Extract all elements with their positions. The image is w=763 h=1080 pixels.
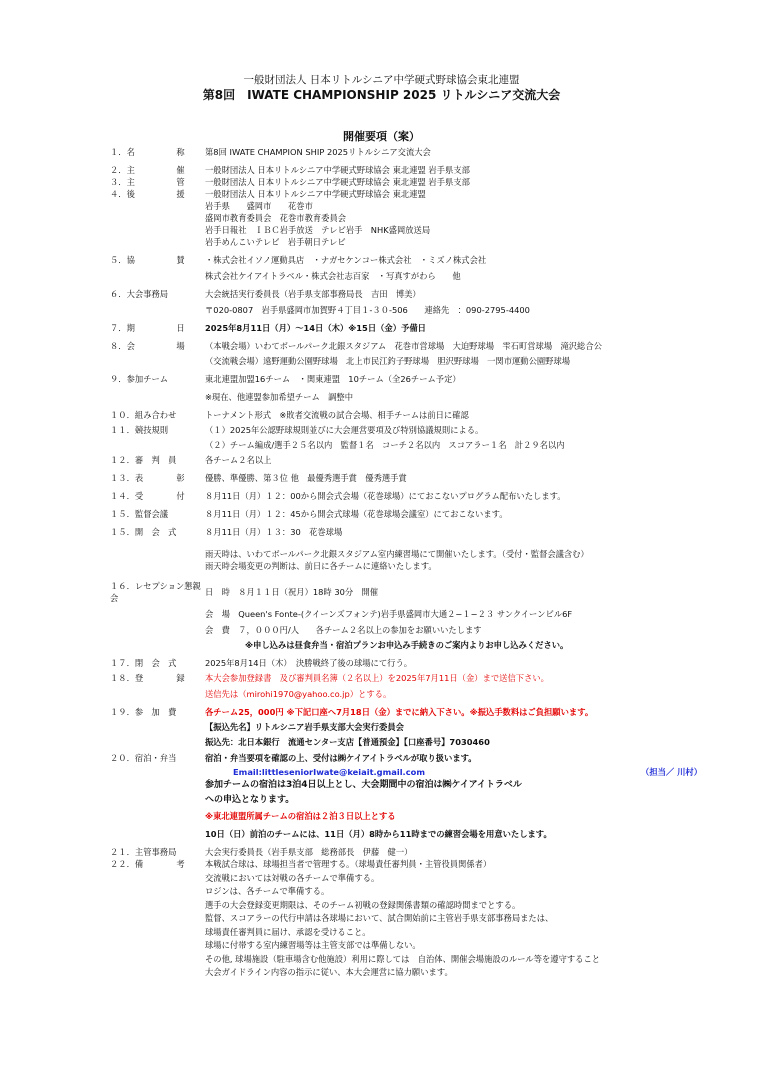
item-line: ・株式会社イソノ運動具店 ・ナガセケンコー株式会社 ・ミズノ株式会社: [205, 255, 487, 265]
item-label: １９．参 加 費: [110, 707, 177, 717]
item-line: 会 費 ７，０００円/人 各チーム２名以上の参加をお願いいたします: [205, 625, 482, 635]
item-label: １８．登 録: [110, 673, 185, 683]
item-line: 一般財団法人 日本リトルシニア中学硬式野球協会 東北連盟 岩手県支部: [205, 177, 470, 187]
item-line: 振込先：北日本銀行 流通センター支店【普通預金】【口座番号】7030460: [205, 737, 490, 747]
item-line: （交流戦会場）遠野運動公園野球場 北上市民江釣子野球場 胆沢野球場 一関市運動公園野球場: [205, 356, 571, 366]
item-line: 球場責任審判員に届け、承認を受けること。: [205, 926, 371, 937]
item-line: （２）チーム編成/選手２５名以内 監督１名 コーチ２名以内 スコアラー１名 計２９名以内: [205, 440, 565, 450]
item-line: 【振込先名】リトルシニア岩手県支部大会実行委員会: [205, 722, 404, 732]
item-line: 送信先は（mirohi1970@yahoo.co.jp）とする。: [205, 689, 392, 699]
contact-person: （担当／ 川村）: [641, 767, 702, 777]
item-closing-ceremony: [110, 657, 750, 669]
item-line: への申込となります。: [205, 795, 295, 805]
item-bracket: [110, 409, 750, 421]
item-line: 岩手日報社 ＩＢＣ岩手放送 テレビ岩手 NHK盛岡放送局: [205, 225, 431, 235]
item-label: ５．協 賛: [110, 255, 185, 265]
item-label: ２０．宿泊・弁当: [110, 753, 177, 763]
item-label: １５．監督会議: [110, 509, 169, 519]
item-host: [110, 164, 750, 176]
item-secretariat: [110, 846, 750, 858]
item-managers-meeting: [110, 508, 750, 520]
item-label: ９．参加チーム: [110, 374, 169, 384]
section-title: 開催要項（案）: [343, 130, 420, 143]
item-line: 各チーム25，000円 ※下記口座へ7月18日（金）までに納入下さい。※振込手数料はご負担願います。: [205, 707, 594, 717]
item-line: 優勝、準優勝、第３位 他 最優秀選手賞 優秀選手賞: [205, 473, 407, 483]
item-label: １７．閉 会 式: [110, 658, 177, 668]
item-rules: [110, 424, 750, 451]
item-reception-desk: [110, 490, 750, 502]
item-line: ※現在、他連盟参加希望チーム 調整中: [205, 392, 354, 402]
item-label: １４．受 付: [110, 491, 185, 501]
item-line: 岩手県 盛岡市 花巻市: [205, 201, 313, 211]
item-line: 10日（日）前泊のチームには、11日（月）8時から11時までの練習会場を用意いたします。: [205, 829, 552, 839]
item-line: 各チーム２名以上: [205, 455, 272, 465]
item-line: ８月11日（月）１２：00から開会式会場（花巻球場）にておこないプログラム配布いたします。: [205, 491, 566, 501]
item-line: 本戦試合球は、球場担当者で管理する。（球場責任審判員・主管役員関係者）: [205, 859, 492, 869]
item-label: １０．組み合わせ: [110, 410, 177, 420]
item-name: [110, 146, 750, 158]
item-line: 盛岡市教育委員会 花巻市教育委員会: [205, 213, 347, 223]
item-line: 選手の大会登録変更期限は、そのチーム初戦の登録関係書類の確認時間までとする。: [205, 899, 521, 910]
item-line: 参加チームの宿泊は3泊4日以上とし、大会期間中の宿泊は㈱ケイアイトラベル: [205, 780, 522, 790]
item-line: 第8回 IWATE CHAMPION SHIP 2025リトルシニア交流大会: [205, 147, 431, 157]
item-line: ※申し込みは昼食弁当・宿泊プランお申込み手続きのご案内よりお申し込みください。: [245, 640, 569, 650]
item-fee: [110, 706, 750, 748]
item-label: ３．主 管: [110, 177, 185, 187]
item-line: 交流戦においては対戦の各チームで準備する。: [205, 872, 380, 883]
item-line: 雨天時会場変更の判断は、前日に各チームに連絡いたします。: [205, 561, 437, 571]
item-line: その他, 球場施設（駐車場含む他施設）利用に際しては 自治体、開催会場施設のルール等を遵守すること: [205, 953, 601, 964]
item-label: ２１．主管事務局: [110, 847, 177, 857]
document-title: 第8回 IWATE CHAMPIONSHIP 2025 リトルシニア交流大会: [202, 88, 561, 102]
item-line: 2025年8月11日（月）～14日（木）※15日（金）予備日: [205, 323, 426, 333]
item-line: ８月11日（月）１２：45から開会式球場（花巻球場会議室）にておこないます。: [205, 509, 508, 519]
item-line: 岩手めんこいテレビ 岩手朝日テレビ: [205, 237, 346, 247]
item-line: （１）2025年公認野球規則並びに大会運営要項及び特別協議規則による。: [205, 425, 484, 435]
item-line: 東北連盟加盟16チーム ・関東連盟 10チーム（全26チーム予定）: [205, 374, 461, 384]
item-opening-ceremony: [110, 526, 750, 572]
item-sponsors: [110, 254, 750, 282]
item-line: 一般財団法人 日本リトルシニア中学硬式野球協会 東北連盟: [205, 189, 426, 199]
item-label: ４．後 援: [110, 189, 185, 199]
item-label: １３．表 彰: [110, 473, 185, 483]
item-line: 大会統括実行委員長（岩手県支部事務局長 吉田 博美）: [205, 289, 421, 299]
item-line: ※東北連盟所属チームの宿泊は２泊３日以上とする: [205, 811, 396, 821]
item-line: 〒020-0807 岩手県盛岡市加賀野４丁目１-３０-506 連絡先 ：090-2795-4400: [205, 305, 530, 315]
items-list: [110, 146, 750, 980]
item-line: 監督、スコアラーの代行申請は各球場において、試合開始前に主管岩手県支部事務局または、: [205, 913, 554, 923]
item-line: 宿泊・弁当要項を確認の上、受付は㈱ケイアイトラベルが取り扱います。: [205, 753, 477, 763]
item-label: １６．レセプション懇親会: [110, 581, 201, 603]
item-remarks: [110, 858, 750, 980]
item-line: 大会ガイドライン内容の指示に従い、本大会運営に協力願います。: [205, 967, 453, 977]
item-line: 2025年8月14日（木） 決勝戦終了後の球場にて行う。: [205, 658, 413, 668]
item-label: ８．会 場: [110, 341, 185, 351]
lodging-email[interactable]: Email:littleseniorIwate@keiait.gmail.com: [233, 767, 425, 777]
item-label: １２．審 判 員: [110, 455, 177, 465]
item-application-note: [110, 639, 750, 651]
item-reception-party: [110, 580, 750, 636]
item-dates: [110, 322, 750, 334]
item-line: ロジンは、各チームで準備する。: [205, 886, 330, 896]
item-line: 球場に付帯する室内練習場等は主管支部では準備しない。: [205, 940, 421, 950]
item-line: 本大会参加登録書 及び審判員名簿（２名以上）を2025年7月11日（金）まで送信下さい。: [205, 673, 549, 683]
item-label: １．名 称: [110, 147, 185, 157]
item-umpires: [110, 454, 750, 466]
item-line: 大会実行委員長（岩手県支部 総務部長 伊藤 健一）: [205, 847, 413, 857]
item-support: [110, 188, 750, 248]
item-awards: [110, 472, 750, 484]
item-line: 日 時 ８月１１日（祝月）18時 30分 開催: [205, 587, 379, 597]
item-line: トーナメント形式 ※敗者交流戦の試合会場、相手チームは前日に確認: [205, 410, 469, 420]
item-lodging: [110, 752, 750, 840]
item-registration: [110, 672, 750, 700]
item-line: 雨天時は、いわてボールパーク北銀スタジアム室内練習場にて開催いたします。（受付・監督会議含む）: [205, 549, 589, 559]
item-label: [110, 639, 205, 651]
item-label: ７．期 日: [110, 323, 185, 333]
item-management: [110, 176, 750, 188]
item-line: 会 場 Queen's Fonte-(クイーンズフォンテ)岩手県盛岡市大通２−１−２３ サンクイーンビル6F: [205, 609, 573, 619]
item-label: ２２．備 考: [110, 859, 185, 869]
item-label: １５．開 会 式: [110, 527, 177, 537]
item-office: [110, 288, 750, 316]
item-line: 株式会社ケイアイトラベル・株式会社志百家 ・写真すがわら 他: [205, 271, 461, 281]
item-teams: [110, 373, 750, 403]
item-label: ２．主 催: [110, 165, 185, 175]
item-line: ８月11日（月）１３：30 花巻球場: [205, 527, 343, 537]
item-line: 一般財団法人 日本リトルシニア中学硬式野球協会 東北連盟 岩手県支部: [205, 165, 470, 175]
item-venues: [110, 340, 750, 367]
item-line: （本戦会場）いわてボールパーク北銀スタジアム 花巻市営球場 大迫野球場 雫石町営球場 滝沢総合公: [205, 341, 602, 351]
organizer-line: 一般財団法人 日本リトルシニア中学硬式野球協会東北連盟: [243, 74, 520, 86]
item-label: １１．競技規則: [110, 425, 169, 435]
item-label: ６．大会事務局: [110, 289, 169, 299]
